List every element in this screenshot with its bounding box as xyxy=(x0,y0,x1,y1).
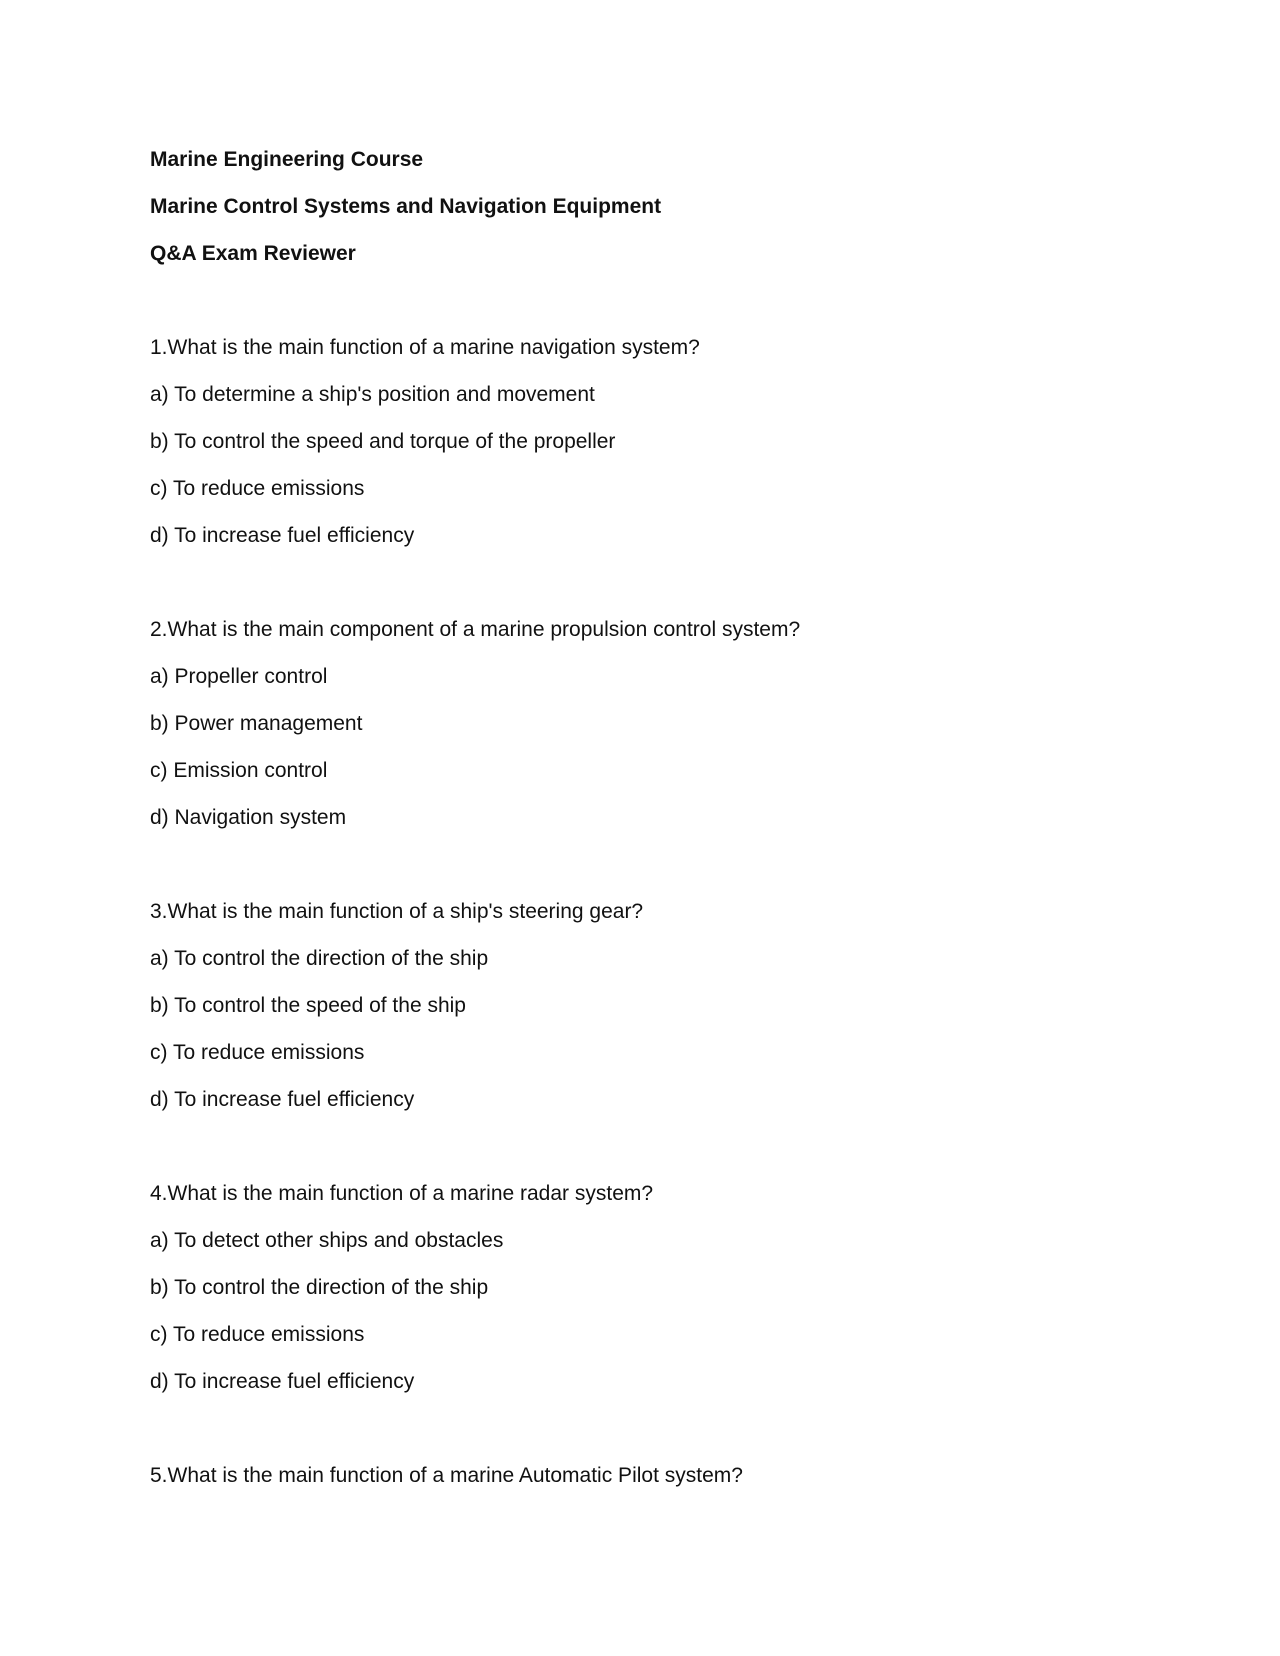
section-gap xyxy=(150,569,1150,616)
question-block-2 xyxy=(150,616,1150,831)
question-block-1 xyxy=(150,334,1150,549)
section-gap xyxy=(150,851,1150,898)
answer-option-b: b) Power management xyxy=(150,712,363,735)
answer-option-a: a) To detect other ships and obstacles xyxy=(150,1229,504,1252)
question-text: 3.What is the main function of a ship's steering gear? xyxy=(150,900,644,923)
reviewer-title: Q&A Exam Reviewer xyxy=(150,242,356,265)
document-body xyxy=(150,146,1150,1509)
question-text: 4.What is the main function of a marine radar system? xyxy=(150,1182,654,1205)
answer-option-a: a) To determine a ship's position and movement xyxy=(150,383,595,406)
section-gap xyxy=(150,1133,1150,1180)
answer-option-c: c) Emission control xyxy=(150,759,328,782)
course-title: Marine Engineering Course xyxy=(150,148,424,171)
section-gap xyxy=(150,1415,1150,1462)
answer-option-c: c) To reduce emissions xyxy=(150,1041,365,1064)
question-block-4 xyxy=(150,1180,1150,1395)
answer-option-d: d) To increase fuel efficiency xyxy=(150,1370,415,1393)
answer-option-d: d) Navigation system xyxy=(150,806,347,829)
subject-title: Marine Control Systems and Navigation Equipment xyxy=(150,195,662,218)
answer-option-a: a) To control the direction of the ship xyxy=(150,947,489,970)
question-text: 1.What is the main function of a marine navigation system? xyxy=(150,336,700,359)
answer-option-b: b) To control the speed and torque of the propeller xyxy=(150,430,616,453)
question-text: 2.What is the main component of a marine propulsion control system? xyxy=(150,618,801,641)
answer-option-d: d) To increase fuel efficiency xyxy=(150,1088,415,1111)
answer-option-c: c) To reduce emissions xyxy=(150,477,365,500)
section-gap xyxy=(150,287,1150,334)
answer-option-b: b) To control the direction of the ship xyxy=(150,1276,489,1299)
question-text: 5.What is the main function of a marine Automatic Pilot system? xyxy=(150,1464,743,1487)
answer-option-a: a) Propeller control xyxy=(150,665,328,688)
question-block-3 xyxy=(150,898,1150,1113)
answer-option-c: c) To reduce emissions xyxy=(150,1323,365,1346)
answer-option-b: b) To control the speed of the ship xyxy=(150,994,466,1017)
answer-option-d: d) To increase fuel efficiency xyxy=(150,524,415,547)
question-block-5 xyxy=(150,1462,1150,1489)
